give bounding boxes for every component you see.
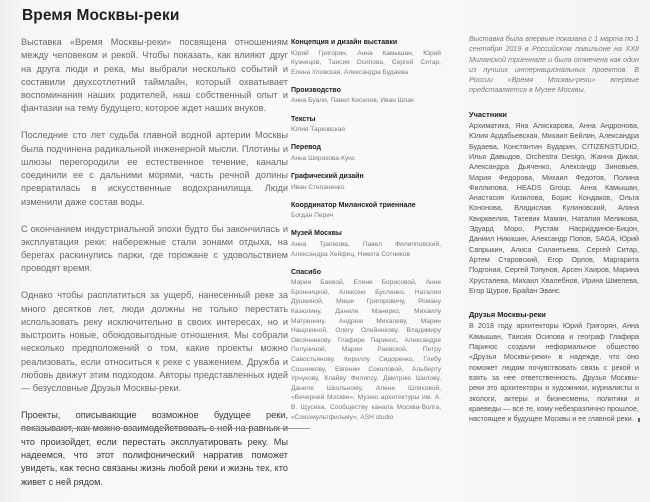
- credit-heading: Графический дизайн: [291, 172, 364, 180]
- credit-section: [291, 38, 441, 77]
- credit-text: Богдан Перич: [291, 212, 334, 220]
- credit-heading: Координатор Миланской триеннале: [291, 201, 416, 209]
- paragraph: Последние сто лет судьба главной водной артерии Москвы была подчинена радикальной инженерной мысли. Плотины и шлюзы перегородили ее естественное течение, каналы соединили ее с дальними морями, часть речной долины превратилась в искусственные водохранилища. Люди изменили даже состав воды.: [21, 130, 288, 207]
- credit-section: [291, 229, 441, 259]
- credit-text: Анна Трапкова, Павел Филипповский, Александра Хейфец, Никита Сотников: [291, 240, 441, 258]
- credit-text: Юлия Тарковская: [291, 126, 345, 134]
- credit-heading: Перевод: [291, 144, 321, 152]
- credit-heading: Спасибо: [291, 268, 321, 276]
- divider: [20, 428, 310, 429]
- credit-heading: Производство: [291, 86, 341, 94]
- credit-section: [291, 172, 441, 192]
- page-title: Время Москвы-реки: [22, 7, 180, 24]
- paragraph: Проекты, описывающие возможное будущее реки, что произойдет, если перестать эксплуатировать реку. Мы надеемся, что этот полифонический нарратив поможет увидеть, как тесно связаны жизнь любой реки и жизнь тех, кто живет с ней рядом.: [21, 410, 288, 487]
- paragraph: Выставка «Время Москвы-реки» посвящена отношениям между человеком и рекой. Чтобы показать, как влияют друг на друга люди и река, мы выбрали несколько событий и составили двухсотлетний таймлайн, который охватывает воспоминания наших родителей, наш собственный опыт и фантазии на тему будущего, которое ждет наших внуков.: [21, 37, 288, 114]
- credit-heading: Тексты: [291, 115, 316, 123]
- page-mark: [638, 418, 640, 422]
- participants-list: Архиматика, Яна Аляскарова, Анна Андронова, Юлия Ардабьевская, Михаил Бейлин, Александра Будаева, Константин Бударин, CITIZENSTUDIO, Илья Давыдов, Orchestra Design, Жанна Дикая, Александра Дьяченко, Александр Зиновьев, Мария Федорова, Михаил Федотов, Полина Филлипова, HEADS Group, Анна Камышан, Анастасия Кизилова, Борис Кондаков, Ольга Кононова, Владислав Кулиновский, Алина Квирквелия, Татевик Мамян, Наталия Меликова, Эдуард Моро, Рустам Насриддинов-Бицон, Даниил Никишин, Александр Попов, SAGA, Юрий Сапрыкин, Алиса Силантьева, Сергей Ситар, Артем Старовский, Егор Орлов, Маргарита Подгоная, Сергей Топунов, Арсен Хаиров, Марина Хрусталева, Михаил Хвалебнов, Ирина Шмелева, Егор Щуров, Брайан Эванс: [469, 121, 639, 295]
- paragraph: С окончанием индустриальной эпохи будто бы закончилась и эксплуатация реки: набережные стали зонами отдыха, на берегах раскинулись парки, где горожане с удовольствием проводят время.: [21, 223, 288, 274]
- friends-text: В 2018 году архитекторы Юрий Григорян, Анна Камышан, Таисия Осипова и географ Глафира Паринос создали неформальное общество «Друзья Москвы-реки» в надежде, что оно поможет людям почувствовать связь с рекой и взять за нее ответственность. Друзья Москвы-реки это архитекторы и художники, журналисты и экологи, актеры и бизнесмены, политики и краеведы — все те, кому небезразлично прошлое, настоящее и будущее Москвы и ее главной реки.: [469, 321, 639, 424]
- credit-section: [291, 86, 441, 106]
- friends-heading: Друзья Москвы-реки: [469, 310, 546, 320]
- credit-heading: Концепция и дизайн выставки: [291, 39, 398, 46]
- credit-text: Иван Степаненко: [291, 183, 345, 191]
- credits-column: [291, 38, 441, 431]
- credit-section: [291, 268, 441, 423]
- credit-text: Анна Широкова-Кунс: [291, 154, 356, 162]
- credit-text: Юрий Григорян, Анна Камышан, Юрий Кузнецов, Таисия Осипова, Сергей Ситар, Елена Уловская, Александра Будаева: [291, 49, 441, 76]
- credit-section: [291, 143, 441, 163]
- credit-section: [291, 201, 441, 221]
- credit-text: Анна Буали, Павел Киселев, Иван Шпак: [291, 97, 414, 105]
- main-text-column: [21, 36, 288, 502]
- participants-heading: Участники: [469, 109, 507, 119]
- exhibition-intro: Выставка была впервые показана с 1 марта по 1 сентября 2019 в Российском павильоне на XXII Миланской триеннале и была отмечена как один из лучших интернациональных проектов. В России «Время Москвы-реки» впервые представляется в Музее Москвы.: [469, 34, 639, 95]
- credit-text: Марии Баевой, Елене Борисовой, Анне Бронницкой, Алексею Бусленко, Наталии Душкиной, Мише Григоровичу, Роману Казюлину, Даниле Манерко, Михаилу Матренину, Андрею Михалеву, Марии Нащокиной, Олегу Олейникову, Владимиру Овсянникову, Глафире Паринос, Александре Полуниной, Марии Раевской, Петру Савостьянову, Кириллу Сидоренко, Глебу Сошникову, Евгении Соколовой, Альберту Урчукову, Клайву Филипсу, Дмитрию Шилову, Даниле Школьному, Алене Шляховой, «Вечерней Москве», Музею архитектуры им. А. В. Щусева, Сообществу канала Москва-Волга, «Союзмультфильму», ASH studio: [291, 279, 441, 421]
- credit-section: [291, 115, 441, 135]
- info-column: [469, 34, 639, 438]
- credit-heading: Музей Москвы: [291, 230, 342, 238]
- paragraph: Однако чтобы расплатиться за ущерб, нанесенный реке за много десятков лет, люди должны не только перестать использовать реку исключительно в своих интересах, но и выстроить новые, обоюдовыгодные отношения. Мы собрали несколько предположений о том, какие проекты можно реализовать, если относиться к реке с уважением. Дружба и любовь движут этим подходом. Авторы представленных идей — безусловные Друзья Москвы-реки.: [21, 290, 288, 394]
